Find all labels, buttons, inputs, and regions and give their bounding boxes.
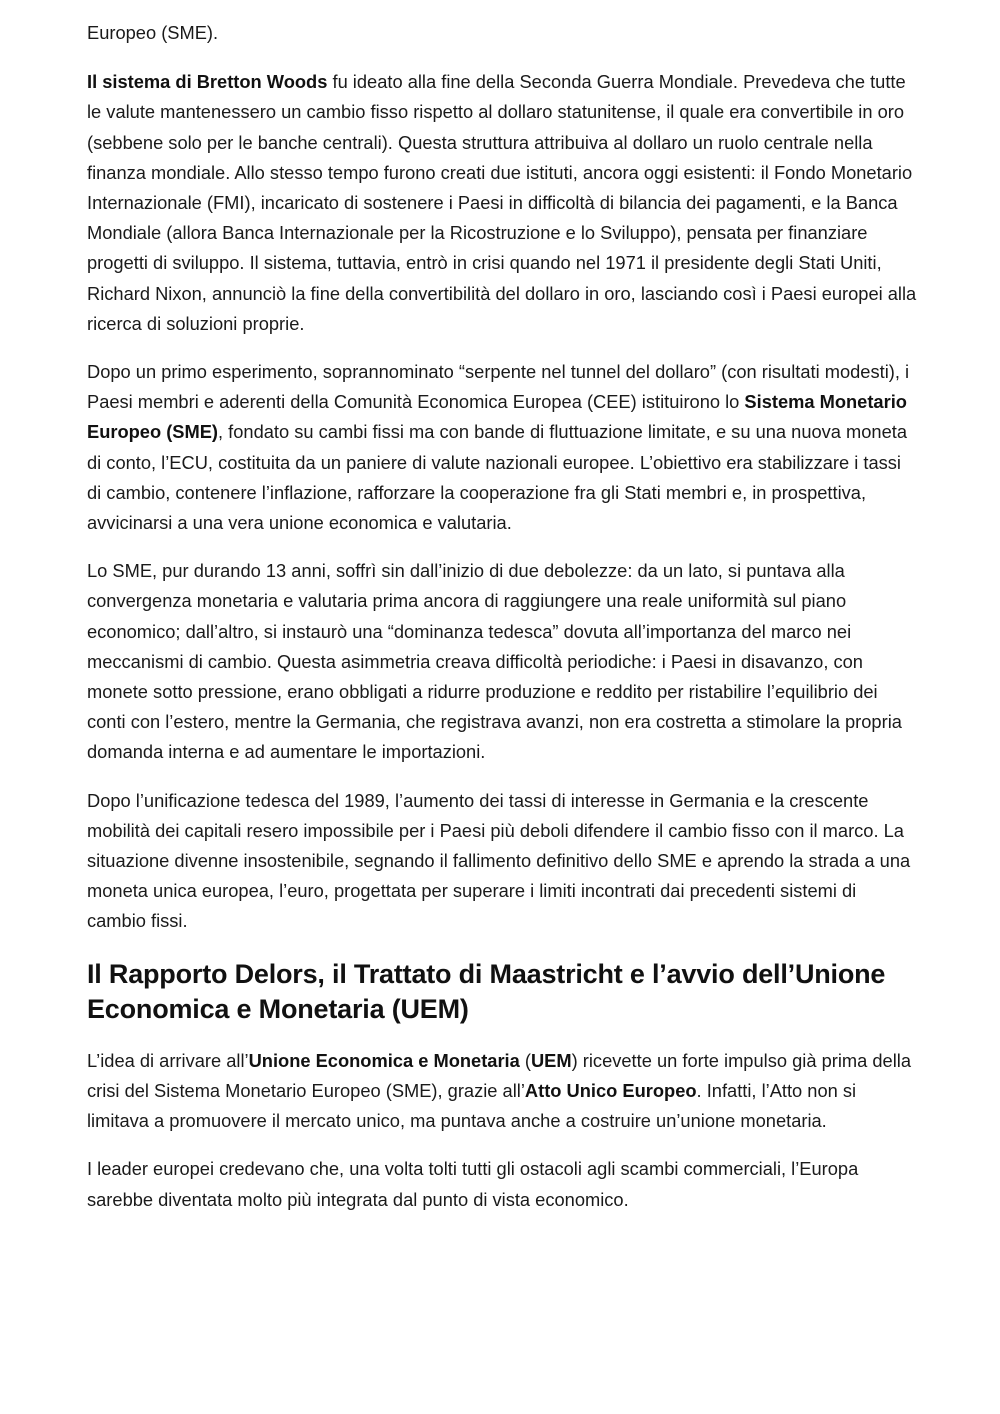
paragraph-european-leaders: I leader europei credevano che, una volta tolti tutti gli ostacoli agli scambi commerciali, l’Europa sarebbe diventata molto più integrata dal punto di vista economico.	[87, 1158, 859, 1210]
document-page	[87, 18, 917, 1233]
paragraph-bretton-woods	[87, 67, 917, 339]
paragraph-text: fu ideato alla fine della Seconda Guerra Mondiale. Prevedeva che tutte le valute mantenessero un cambio fisso rispetto al dollaro statunitense, il quale era convertibile in oro (sebbene solo per le banche centrali). Questa struttura attribuiva al dollaro un ruolo centrale nella finanza mondiale. Allo stesso tempo furono creati due istituti, ancora oggi esistenti: il Fondo Monetario Internazionale (FMI), incaricato di sostenere i Paesi in difficoltà di bilancia dei pagamenti, e la Banca Mondiale (allora Banca Internazionale per la Ricostruzione e lo Sviluppo), pensata per finanziare progetti di sviluppo. Il sistema, tuttavia, entrò in crisi quando nel 1971 il presidente degli Stati Uniti, Richard Nixon, annunciò la fine della convertibilità del dollaro in oro, lasciando così i Paesi europei alla ricerca di soluzioni proprie.	[87, 71, 917, 334]
bold-term: Atto Unico Europeo	[524, 1079, 697, 1101]
paragraph-sme-weaknesses: Lo SME, pur durando 13 anni, soffrì sin dall’inizio di due debolezze: da un lato, si puntava alla convergenza monetaria e valutaria prima ancora di raggiungere una reale uniformità sul piano economico; dall’altro, si instaurò una “dominanza tedesca” dovuta all’importanza del marco nei meccanismi di cambio. Questa asimmetria creava difficoltà periodiche: i Paesi in disavanzo, con monete sotto pressione, erano obbligati a ridurre produzione e reddito per ristabilire l’equilibrio dei conti con l’estero, mentre la Germania, che registrava avanzi, non era costretta a stimolare la propria domanda interna e ad aumentare le importazioni.	[87, 560, 902, 763]
paragraph-text: . Infatti, l’Atto non si limitava a promuovere il mercato unico, ma puntava anche a costruire un’unione monetaria.	[87, 1079, 857, 1132]
paragraph-text: , fondato su cambi fissi ma con bande di fluttuazione limitate, e su una nuova moneta di conto, l’ECU, costituita da un paniere di valute nazionali europee. L’obiettivo era stabilizzare i tassi di cambio, contenere l’inflazione, rafforzare la cooperazione fra gli Stati membri e, in prospettiva, avvicinarsi a una vera unione economica e valutaria.	[87, 421, 908, 534]
paragraph-text: Dopo un primo esperimento, soprannominato “serpente nel tunnel del dollaro” (con risultati modesti), i Paesi membri e aderenti della Comunità Economica Europea (CEE) istituirono lo	[87, 361, 910, 413]
paragraph-uem-idea	[87, 1046, 917, 1137]
paragraph-german-unification: Dopo l’unificazione tedesca del 1989, l’aumento dei tassi di interesse in Germania e la crescente mobilità dei capitali resero impossibile per i Paesi più deboli difendere il cambio fisso con il marco. La situazione divenne insostenibile, segnando il fallimento definitivo dello SME e aprendo la strada a una moneta unica europea, l’euro, progettata per superare i limiti incontrati dai precedenti sistemi di cambio fissi.	[87, 789, 911, 932]
paragraph-text: (	[519, 1049, 531, 1071]
bold-term: Sistema Monetario Europeo (SME)	[87, 391, 907, 443]
bold-term: UEM	[530, 1049, 572, 1071]
bold-term: Unione Economica e Monetaria	[248, 1049, 520, 1071]
paragraph-continuation: Europeo (SME).	[87, 22, 219, 43]
paragraph-text: L’idea di arrivare all’	[87, 1049, 249, 1071]
section-heading: Il Rapporto Delors, il Trattato di Maastricht e l’avvio dell’Unione Economica e Monetaria (UEM)	[87, 958, 886, 1024]
paragraph-sme-founding	[87, 357, 917, 538]
paragraph-text: ) ricevette un forte impulso già prima della crisi del Sistema Monetario Europeo (SME), grazie all’	[87, 1049, 911, 1101]
bold-term: Il sistema di Bretton Woods	[87, 71, 328, 93]
